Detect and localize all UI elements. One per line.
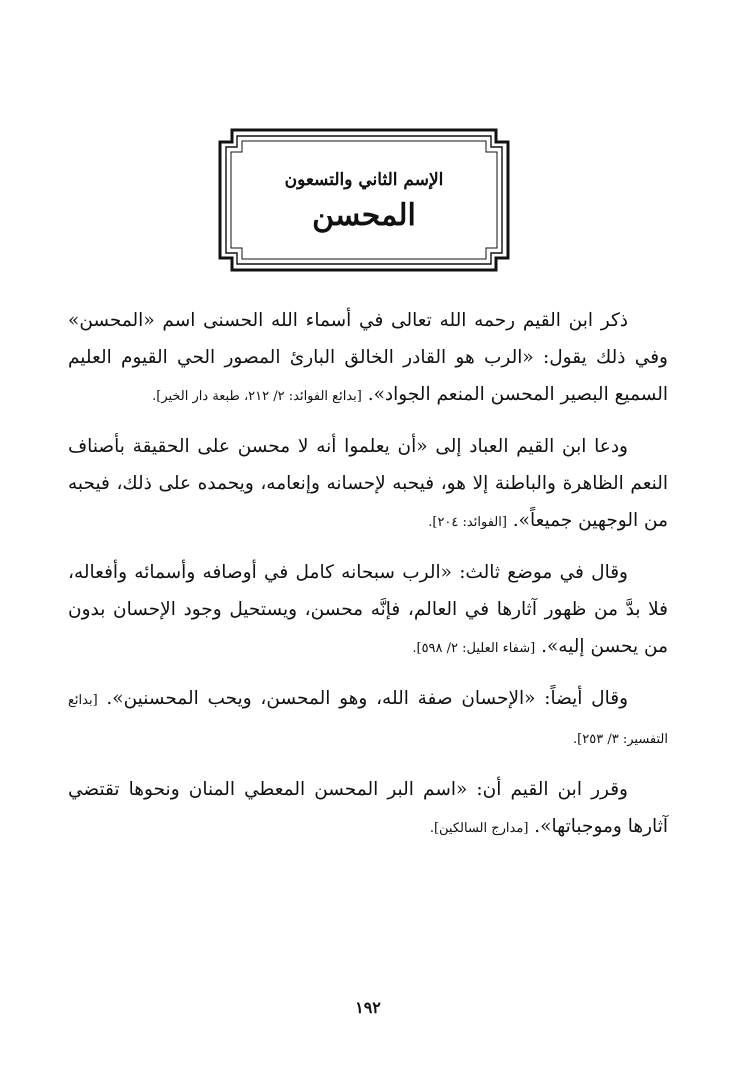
body-text [68,302,668,860]
paragraph-text: ذكر ابن القيم رحمه الله تعالى في أسماء الله الحسنى اسم «المحسن» وفي ذلك يقول: «الرب هو القادر الخالق البارئ المصور الحي القيوم العليم السميع البصير المحسن المنعم الجواد». [68,310,668,405]
chapter-subtitle: الإسم الثاني والتسعون [284,169,444,190]
paragraph-5 [68,771,668,847]
paragraph-4 [68,680,668,758]
title-frame [218,128,510,272]
paragraph-1 [68,302,668,415]
citation: [الفوائد: ٢٠٤]. [428,515,507,530]
paragraph-text: ودعا ابن القيم العباد إلى «أن يعلموا أنه لا محسن على الحقيقة بأصناف النعم الظاهرة والباطنة إلا هو، فيحبه لإحسانه وإنعامه، ويحمده على ذلك، فيحبه من الوجهين جميعاً». [68,436,668,531]
paragraph-2 [68,428,668,541]
citation: [مدارج السالكين]. [429,821,529,836]
chapter-title: المحسن [312,197,416,233]
paragraph-text: وقال في موضع ثالث: «الرب سبحانه كامل في أوصافه وأسمائه وأفعاله، فلا بدَّ من ظهور آثارها في العالم، فإنَّه محسن، ويستحيل وجود الإحسان بدون من يحسن إليه». [68,562,668,657]
citation: [شفاء العليل: ٢/ ٥٩٨]. [412,641,536,656]
paragraph-3 [68,554,668,667]
citation: [بدائع التفسير: ٣/ ٢٥٣]. [68,693,668,747]
paragraph-text: وقال أيضاً: «الإحسان صفة الله، وهو المحسن، ويحب المحسنين». [97,688,629,709]
citation: [بدائع الفوائد: ٢/ ٢١٢، طبعة دار الخير]. [152,389,362,404]
page-number: ١٩٢ [355,998,381,1017]
paragraph-text: وقرر ابن القيم أن: «اسم البر المحسن المعطي المنان ونحوها تقتضي آثارها وموجباتها». [68,779,668,837]
